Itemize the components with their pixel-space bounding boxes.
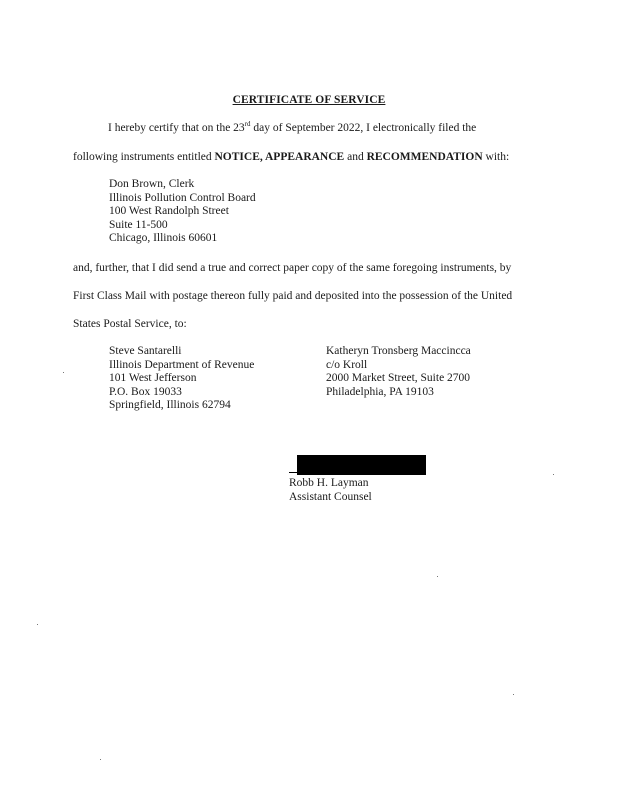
address-line: 101 West Jefferson [109, 372, 197, 384]
intro-line [108, 122, 476, 134]
instruments-line [73, 151, 509, 163]
recipient-right-block [326, 345, 471, 399]
scan-speck [63, 372, 64, 373]
instruments-names: NOTICE, APPEARANCE [214, 151, 345, 163]
day-suffix: rd [244, 120, 251, 129]
intro-before-day: I hereby certify that on the 23 [108, 122, 245, 134]
scan-speck [37, 624, 38, 625]
scan-speck [553, 474, 554, 475]
address-line: Katheryn Tronsberg Maccincca [326, 345, 471, 357]
scan-speck [100, 759, 101, 760]
address-line: Steve Santarelli [109, 345, 182, 357]
signer-block [289, 477, 372, 504]
recipient-left-block [109, 345, 254, 413]
redacted-signature [297, 455, 426, 475]
certificate-title: CERTIFICATE OF SERVICE [232, 94, 386, 106]
address-line: Philadelphia, PA 19103 [326, 385, 434, 398]
address-line: Chicago, Illinois 60601 [109, 232, 218, 244]
signer-title: Assistant Counsel [289, 490, 372, 503]
paragraph-line: States Postal Service, to: [73, 318, 187, 330]
scan-speck [437, 576, 438, 577]
address-line: Don Brown, Clerk [109, 178, 195, 190]
instruments-and: and [344, 151, 367, 163]
address-line: 2000 Market Street, Suite 2700 [326, 372, 471, 384]
address-line: Suite 11-500 [109, 218, 168, 231]
instruments-prefix: following instruments entitled [73, 151, 215, 163]
paragraph-line: First Class Mail with postage thereon fully paid and deposited into the possession of the United [73, 290, 513, 302]
clerk-address-block [109, 178, 256, 246]
instruments-last: RECOMMENDATION [366, 151, 483, 163]
address-line: Illinois Pollution Control Board [109, 191, 256, 204]
signer-name: Robb H. Layman [289, 477, 369, 489]
signature-line [289, 472, 297, 473]
instruments-suffix: with: [482, 151, 510, 163]
address-line: P.O. Box 19033 [109, 385, 182, 398]
address-line: c/o Kroll [326, 358, 368, 371]
address-line: Illinois Department of Revenue [109, 358, 255, 371]
address-line: 100 West Randolph Street [109, 205, 229, 217]
paragraph-line: and, further, that I did send a true and correct paper copy of the same foregoing instruments, by [73, 262, 512, 274]
address-line: Springfield, Illinois 62794 [109, 399, 231, 411]
scan-speck [513, 694, 514, 695]
intro-after-day: day of September 2022, I electronically filed the [250, 122, 477, 134]
